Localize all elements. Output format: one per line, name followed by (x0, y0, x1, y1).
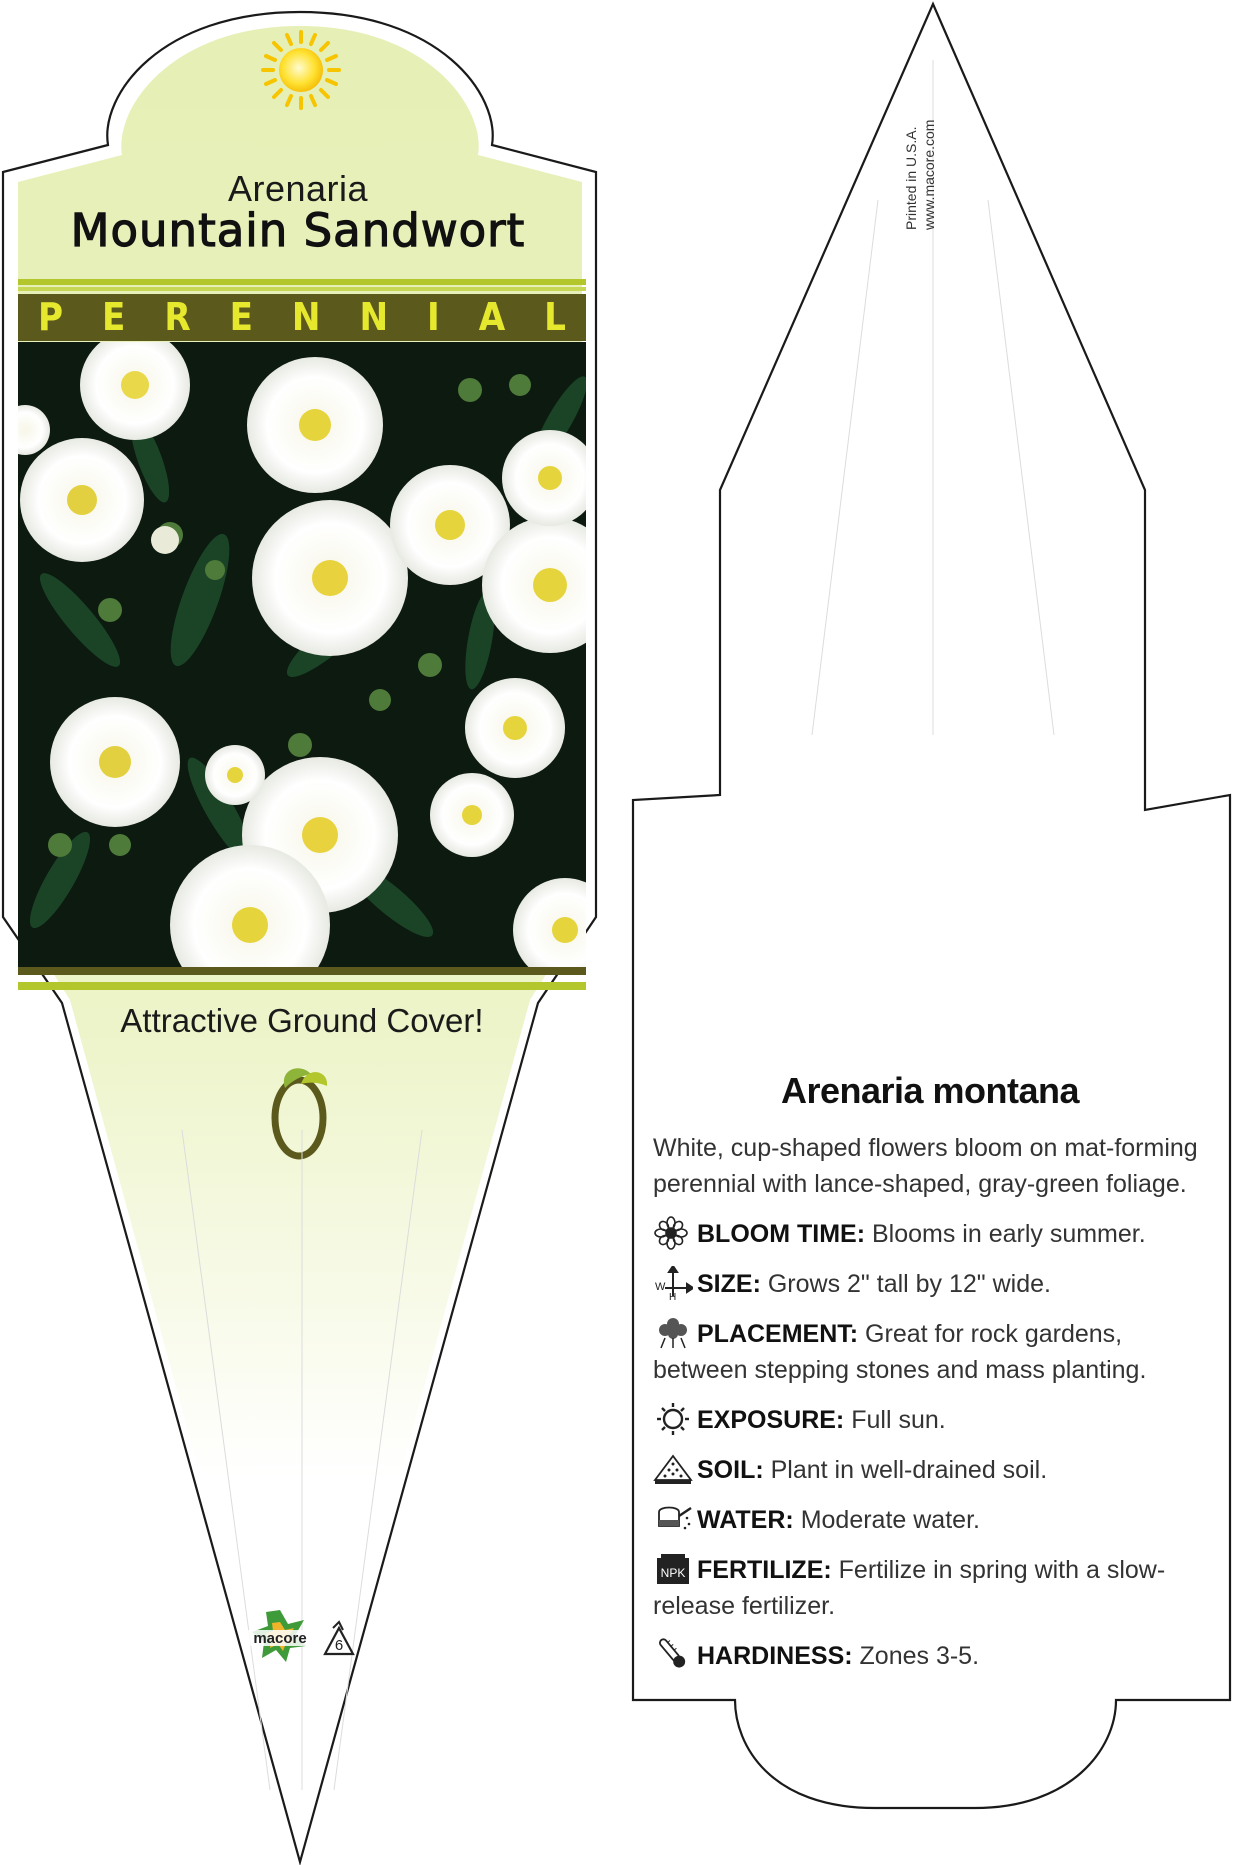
care-attribute-value: Zones 3-5. (852, 1642, 980, 1670)
category-letter: N (359, 295, 389, 339)
care-attribute-value: Grows 2" tall by 12" wide. (760, 1270, 1051, 1298)
npk-bag-icon (653, 1552, 693, 1586)
thermometer-icon (653, 1638, 693, 1672)
soil-icon (653, 1452, 693, 1486)
website: www.macore.com (921, 119, 937, 230)
care-attribute-label: FERTILIZE: (697, 1556, 832, 1584)
care-attribute-label: SOIL: (697, 1456, 764, 1484)
category-letter: E (229, 295, 253, 339)
care-attribute-label: EXPOSURE: (697, 1406, 845, 1434)
care-attribute-value: Blooms in early summer. (865, 1220, 1146, 1248)
care-attributes (653, 1216, 1208, 1674)
plant-common-name: Mountain Sandwort (70, 204, 526, 257)
print-info (902, 120, 938, 230)
category-letter: I (427, 295, 440, 339)
care-attribute-value: Moderate water. (793, 1506, 980, 1534)
care-attribute-label: BLOOM TIME: (697, 1220, 866, 1248)
care-attribute (653, 1216, 1208, 1252)
plants-icon (653, 1316, 693, 1350)
care-attribute-value: Fertilize in spring with a slow-release fertilizer. (653, 1556, 1166, 1620)
care-attribute (653, 1502, 1208, 1538)
care-attribute (653, 1266, 1208, 1302)
category-letter: R (164, 295, 191, 339)
flower-icon (653, 1216, 693, 1250)
plant-category (18, 295, 586, 339)
botanical-name: Arenaria montana (780, 1070, 1080, 1111)
recycle-code: 6 (334, 1637, 344, 1654)
care-attribute-label: WATER: (697, 1506, 794, 1534)
svg-text:W: W (655, 1281, 666, 1293)
plant-description: White, cup-shaped flowers bloom on mat-forming perennial with lance-shaped, gray-green foliage. (653, 1134, 1198, 1198)
care-attribute (653, 1638, 1208, 1674)
care-attribute (653, 1452, 1208, 1488)
size-arrows-icon (653, 1266, 693, 1300)
macore-logo-text: macore (253, 1630, 307, 1647)
sun-icon (263, 32, 339, 108)
plant-genus: Arenaria (227, 168, 369, 209)
sun-outline-icon (653, 1402, 693, 1436)
category-letter: N (291, 295, 321, 339)
plant-tagline: Attractive Ground Cover! (120, 1002, 484, 1039)
category-letter: E (102, 295, 126, 339)
care-attribute (653, 1402, 1208, 1438)
care-attribute-label: HARDINESS: (697, 1642, 853, 1670)
care-attribute-label: SIZE: (697, 1270, 761, 1298)
care-info (653, 1130, 1208, 1688)
care-attribute (653, 1316, 1208, 1388)
category-letter: P (38, 295, 64, 339)
svg-text:NPK: NPK (660, 1566, 686, 1580)
care-attribute-value: Great for rock gardens, between stepping stones and mass planting. (653, 1320, 1147, 1384)
watering-can-icon (653, 1502, 693, 1536)
care-attribute (653, 1552, 1208, 1624)
category-letter: L (544, 295, 566, 339)
care-attribute-value: Full sun. (844, 1406, 946, 1434)
plant-photo (0, 330, 618, 1005)
care-attribute-value: Plant in well-drained soil. (763, 1456, 1048, 1484)
care-attribute-label: PLACEMENT: (697, 1320, 859, 1348)
svg-text:H: H (669, 1292, 677, 1300)
category-letter: A (478, 295, 506, 339)
printed-in: Printed in U.S.A. (903, 126, 919, 230)
